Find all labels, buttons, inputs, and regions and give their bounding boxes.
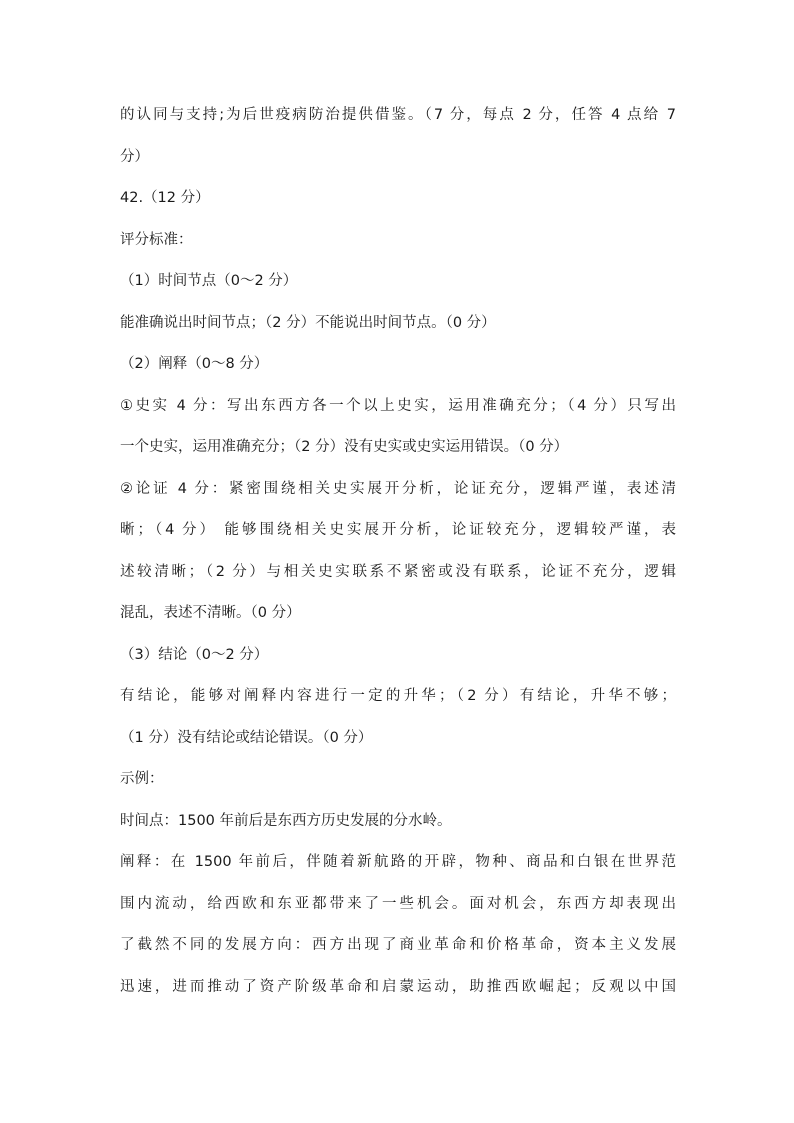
criterion-heading: （2）阐释（0～8 分） bbox=[120, 356, 269, 372]
text-line: 了截然不同的发展方向：西方出现了商业革命和价格革命，资本主义发展 bbox=[120, 937, 676, 953]
section-heading: 示例： bbox=[120, 771, 164, 787]
document-body bbox=[120, 100, 676, 1013]
text-line: 围内流动，给西欧和东亚都带来了一些机会。面对机会，东西方却表现出 bbox=[120, 895, 676, 912]
text-line: 能准确说出时间节点；（2 分）不能说出时间节点。（0 分） bbox=[120, 314, 496, 331]
text-line: 阐释：在 1500 年前后，伴随着新航路的开辟，物种、商品和白银在世界范 bbox=[120, 854, 676, 870]
text-line: 晰；（4 分） 能够围绕相关史实展开分析，论证较充分，逻辑较严谨，表 bbox=[120, 522, 676, 538]
section-heading: 评分标准： bbox=[120, 231, 193, 248]
text-line: 有结论，能够对阐释内容进行一定的升华；（2 分）有结论，升华不够； bbox=[120, 688, 676, 704]
criterion-heading: （1）时间节点（0～2 分） bbox=[120, 273, 298, 289]
text-line: 迅速，进而推动了资产阶级革命和启蒙运动，助推西欧崛起；反观以中国 bbox=[120, 978, 676, 995]
text-line: 混乱，表述不清晰。（0 分） bbox=[120, 605, 301, 621]
text-line: ②论证 4 分：紧密围绕相关史实展开分析，论证充分，逻辑严谨，表述清 bbox=[120, 480, 676, 497]
text-line: 的认同与支持;为后世疫病防治提供借鉴。（7 分，每点 2 分，任答 4 点给 7 bbox=[120, 107, 676, 123]
text-line: （1 分）没有结论或结论错误。（0 分） bbox=[120, 729, 373, 746]
criterion-heading: （3）结论（0～2 分） bbox=[120, 646, 269, 663]
text-line: 分） bbox=[120, 148, 149, 165]
text-line: 述较清晰；（2 分）与相关史实联系不紧密或没有联系，论证不充分，逻辑 bbox=[120, 563, 676, 580]
text-line: ①史实 4 分：写出东西方各一个以上史实，运用准确充分；（4 分）只写出 bbox=[120, 397, 676, 414]
text-line: 一个史实，运用准确充分；（2 分）没有史实或史实运用错误。（0 分） bbox=[120, 439, 569, 455]
text-line: 时间点：1500 年前后是东西方历史发展的分水岭。 bbox=[120, 812, 452, 829]
question-heading: 42.（12 分） bbox=[120, 190, 210, 206]
